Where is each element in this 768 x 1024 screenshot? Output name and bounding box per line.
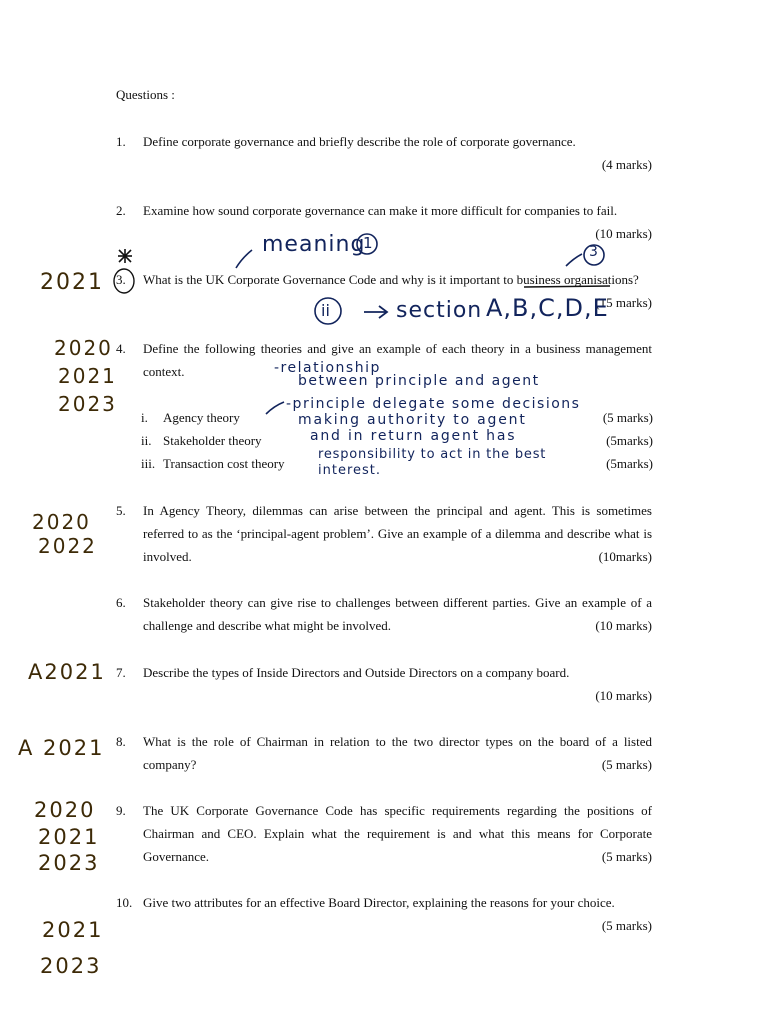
question-text: Define the following theories and give an example of each theory in a business management context. bbox=[143, 341, 652, 379]
handwritten-agency-note-4: making authority to agent bbox=[298, 412, 527, 428]
handwritten-year-q10-b: 2023 bbox=[40, 954, 102, 978]
handwritten-agency-note-7: interest. bbox=[318, 463, 382, 478]
question-marks: (10 marks) bbox=[595, 226, 652, 241]
question-number: 7. bbox=[116, 665, 126, 680]
handwritten-year-q3: 2021 bbox=[40, 270, 104, 295]
handwritten-year-q5-a: 2020 bbox=[32, 510, 91, 534]
handwritten-agency-note-5: and in return agent has bbox=[310, 428, 517, 444]
question-marks: (4 marks) bbox=[601, 157, 652, 172]
question-marks: (10marks) bbox=[598, 549, 652, 564]
handwritten-agency-note-6: responsibility to act in the best bbox=[318, 447, 547, 462]
handwritten-circle-1: 1 bbox=[363, 234, 373, 252]
question-text: In Agency Theory, dilemmas can arise between the principal and agent. This is sometimes referred to as the ‘principal-agent problem’. Give an example of a dilemma and describe what is involved. bbox=[143, 503, 652, 564]
question-marks: (5 marks) bbox=[601, 918, 652, 933]
question-text: The UK Corporate Governance Code has specific requirements regarding the positions of Chairman and CEO. Explain what the requirement is and what this means for Corporate Governance. bbox=[143, 803, 652, 864]
question-number: 1. bbox=[116, 134, 126, 149]
circle-mark-3 bbox=[584, 245, 604, 265]
handwritten-year-q5-b: 2022 bbox=[38, 534, 97, 558]
question-marks: (5 marks) bbox=[601, 849, 652, 864]
handwritten-year-q4-a: 2020 bbox=[54, 336, 113, 360]
handwritten-year-q10-a: 2021 bbox=[42, 918, 104, 942]
question-text: Stakeholder theory can give rise to challenges between different parties. Give an example of a challenge and describe what might be involved. bbox=[143, 595, 652, 633]
handwritten-year-q9-c: 2023 bbox=[38, 851, 100, 875]
circle-mark-q3 bbox=[114, 269, 134, 293]
handwritten-agency-note-2: between principle and agent bbox=[298, 373, 540, 389]
question-number: 8. bbox=[116, 734, 126, 749]
question-text: Examine how sound corporate governance can make it more difficult for companies to fail. bbox=[143, 203, 618, 218]
question-number: 5. bbox=[116, 503, 126, 518]
subquestion-number: ii. bbox=[141, 433, 152, 448]
question-number: 4. bbox=[116, 341, 126, 356]
handwritten-year-q4-c: 2023 bbox=[58, 392, 117, 416]
subquestion-label: Agency theory bbox=[163, 410, 240, 425]
question-marks: (15 marks) bbox=[595, 295, 652, 310]
arrow-right-icon bbox=[364, 306, 387, 318]
handwritten-circle-3: 3 bbox=[589, 244, 598, 260]
handwritten-year-q4-b: 2021 bbox=[58, 364, 117, 388]
circle-mark-ii bbox=[315, 298, 341, 324]
subquestion-label: Transaction cost theory bbox=[163, 456, 285, 471]
handwritten-note-meaning: meaning bbox=[262, 232, 366, 257]
question-number: 6. bbox=[116, 595, 126, 610]
question-number: 2. bbox=[116, 203, 126, 218]
handwritten-year-q7: A2021 bbox=[28, 660, 106, 684]
subquestion-label: Stakeholder theory bbox=[163, 433, 262, 448]
question-text: Describe the types of Inside Directors and Outside Directors on a company board. bbox=[143, 665, 570, 680]
question-marks: (5 marks) bbox=[601, 757, 652, 772]
question-number: 3. bbox=[116, 272, 126, 287]
subquestion-marks: (5 marks) bbox=[602, 410, 653, 425]
handwritten-note-section: section bbox=[396, 298, 483, 323]
page-heading: Questions : bbox=[116, 87, 175, 102]
pointer-stroke-2 bbox=[566, 254, 582, 266]
handwritten-note-sections-list: A,B,C,D,E bbox=[486, 294, 609, 322]
circle-mark-1 bbox=[357, 234, 377, 254]
question-text: What is the role of Chairman in relation to the two director types on the board of a listed company? bbox=[143, 734, 652, 772]
asterisk-icon bbox=[118, 249, 132, 263]
underline-mark bbox=[524, 286, 610, 287]
handwritten-year-q8: A 2021 bbox=[18, 736, 105, 760]
handwritten-circle-ii: ii bbox=[321, 301, 330, 320]
question-text: Define corporate governance and briefly describe the role of corporate governance. bbox=[143, 134, 576, 149]
pointer-stroke bbox=[236, 250, 252, 268]
question-text: What is the UK Corporate Governance Code and why is it important to business organisations? bbox=[143, 272, 639, 287]
subquestion-number: i. bbox=[141, 410, 148, 425]
subquestion-marks: (5marks) bbox=[606, 433, 653, 448]
handwritten-agency-note-1: -relationship bbox=[274, 360, 381, 376]
handwritten-agency-note-3: -principle delegate some decisions bbox=[286, 396, 581, 412]
question-number: 9. bbox=[116, 803, 126, 818]
question-marks: (10 marks) bbox=[595, 688, 652, 703]
pointer-stroke-3 bbox=[266, 402, 284, 414]
subquestion-number: iii. bbox=[141, 456, 156, 471]
subquestion-marks: (5marks) bbox=[606, 456, 653, 471]
question-text: Give two attributes for an effective Board Director, explaining the reasons for your choice. bbox=[143, 895, 615, 910]
handwritten-year-q9-a: 2020 bbox=[34, 798, 96, 822]
handwritten-year-q9-b: 2021 bbox=[38, 825, 100, 849]
question-number: 10. bbox=[116, 895, 133, 910]
question-marks: (10 marks) bbox=[595, 618, 652, 633]
